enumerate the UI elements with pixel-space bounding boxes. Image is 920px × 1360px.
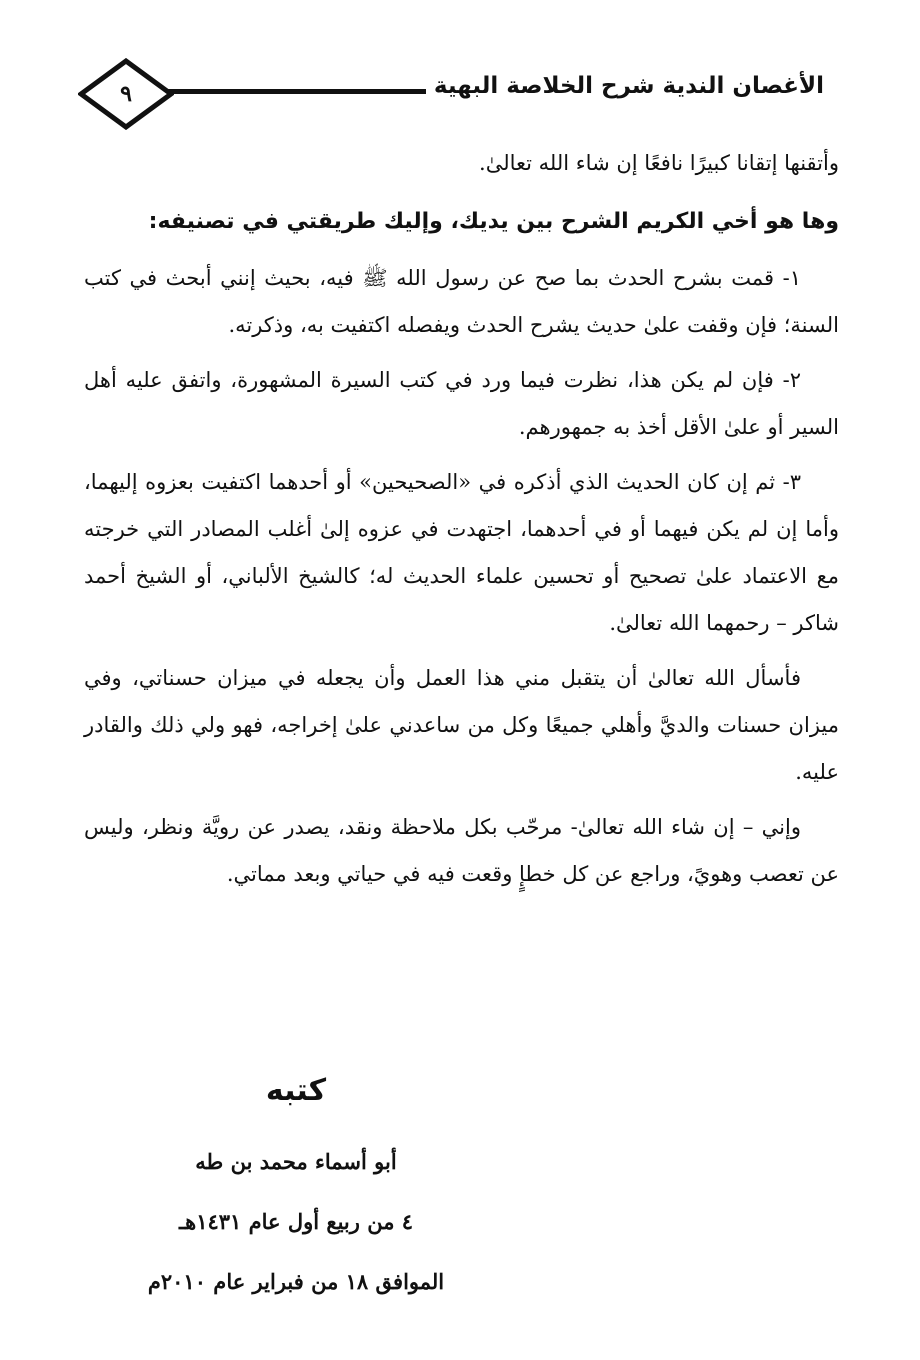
signature-hijri-date: ٤ من ربيع أول عام ١٤٣١هـ [178, 1209, 414, 1234]
page-number: ٩ [120, 81, 132, 107]
page-number-badge [78, 58, 174, 130]
signature-gregorian-date: الموافق ١٨ من فبراير عام ٢٠١٠م [147, 1269, 445, 1294]
signature-author: أبو أسماء محمد بن طه [195, 1149, 397, 1174]
method-item-3: ٣- ثم إن كان الحديث الذي أذكره في «الصحيحين» أو أحدهما اكتفيت بعزوه إليهما، وأما إن لم يكن فيهما أو في أحدهما، اجتهدت في عزوه إلىٰ أغلب المصادر التي خرجته مع الاعتماد علىٰ تصحيح أو تحسين علماء الحديث له؛ كالشيخ الألباني، أو الشيخ أحمد شاكر – رحمهما الله تعالىٰ. [84, 470, 839, 635]
method-lead-heading: وها هو أخي الكريم الشرح بين يديك، وإليك طريقتي في تصنيفه: [148, 209, 839, 234]
page-content [84, 140, 839, 898]
method-item-1: ١- قمت بشرح الحدث بما صح عن رسول الله ﷺ فيه، بحيث إنني أبحث في كتب السنة؛ فإن وقفت علىٰ حديث يشرح الحدث ويفصله اكتفيت به، وذكرته. [84, 266, 839, 337]
signature-block [96, 1066, 496, 1312]
closing-request-paragraph: وإني – إن شاء الله تعالىٰ- مرحّب بكل ملاحظة ونقد، يصدر عن رويَّة ونظر، وليس عن تعصب وهويً، وراجع عن كل خطإٍ وقعت فيه في حياتي وبعد مماتي. [84, 815, 839, 886]
page-header [0, 0, 920, 150]
closing-prayer-paragraph: فأسأل الله تعالىٰ أن يتقبل مني هذا العمل وأن يجعله في ميزان حسناتي، وفي ميزان حسنات والديَّ وأهلي جميعًا وكل من ساعدني علىٰ إخراجه، فهو ولي ذلك والقادر عليه. [84, 666, 839, 784]
header-rule [168, 89, 426, 94]
opening-line: وأتقنها إتقانا كبيرًا نافعًا إن شاء الله تعالىٰ. [479, 151, 839, 175]
signature-heading: كتبه [265, 1073, 327, 1108]
running-title: الأغصان الندية شرح الخلاصة البهية [433, 73, 824, 99]
method-item-2: ٢- فإن لم يكن هذا، نظرت فيما ورد في كتب السيرة المشهورة، واتفق عليه أهل السير أو علىٰ الأقل أخذ به جمهورهم. [84, 368, 839, 439]
